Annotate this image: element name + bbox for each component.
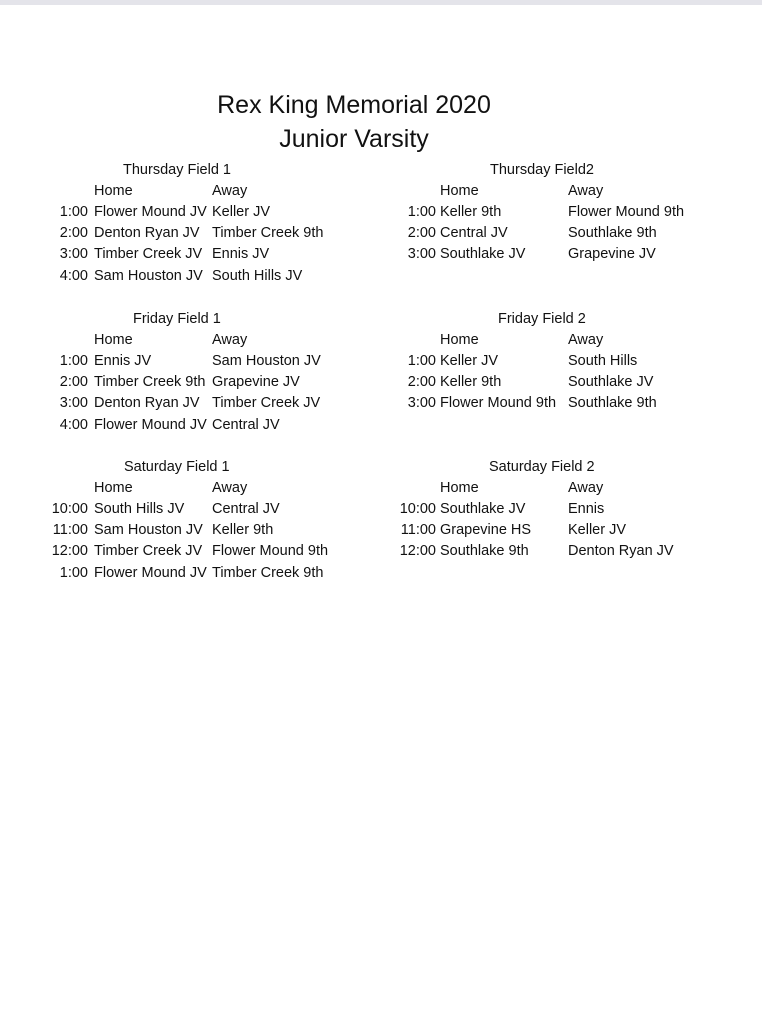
home-team: Keller 9th <box>440 204 502 220</box>
home-team: Ennis JV <box>94 353 152 369</box>
top-border-strip <box>0 0 762 5</box>
games-list <box>388 501 748 565</box>
home-team: Sam Houston JV <box>94 522 203 539</box>
home-column-header: Home <box>94 183 133 199</box>
game-row <box>40 522 400 543</box>
away-team: Grapevine JV <box>212 374 300 391</box>
game-row <box>40 501 400 522</box>
game-time: 1:00 <box>407 204 436 220</box>
game-row <box>40 353 400 374</box>
section-title: Saturday Field 2 <box>489 459 595 475</box>
game-time: 3:00 <box>59 395 88 412</box>
game-row <box>388 246 748 267</box>
games-list <box>388 204 748 268</box>
game-time: 4:00 <box>59 267 88 284</box>
game-row <box>388 501 748 522</box>
home-column-header: Home <box>440 183 479 199</box>
game-row <box>40 204 400 225</box>
game-time: 3:00 <box>59 246 88 263</box>
away-team: Timber Creek JV <box>212 395 321 412</box>
away-team: Ennis <box>568 501 605 517</box>
home-team: Sam Houston JV <box>94 267 203 284</box>
away-team: Southlake 9th <box>568 395 657 412</box>
games-list <box>40 204 400 289</box>
game-time: 2:00 <box>59 374 88 391</box>
game-row <box>388 522 748 543</box>
section-title: Friday Field 2 <box>498 311 586 327</box>
game-row <box>40 268 400 289</box>
game-row <box>388 204 748 225</box>
game-row <box>40 417 400 438</box>
away-column-header: Away <box>568 332 604 348</box>
away-team: Denton Ryan JV <box>568 543 674 560</box>
game-time: 3:00 <box>407 246 436 263</box>
home-team: Grapevine HS <box>440 522 532 539</box>
game-row <box>40 565 400 586</box>
away-team: South Hills <box>568 353 638 369</box>
home-team: Keller 9th <box>440 374 502 391</box>
game-time: 11:00 <box>400 522 436 539</box>
home-team: Timber Creek JV <box>94 543 203 560</box>
game-row <box>388 395 748 416</box>
game-row <box>388 225 748 246</box>
section-title: Friday Field 1 <box>133 311 221 327</box>
home-team: Flower Mound JV <box>94 564 207 581</box>
games-list <box>40 501 400 586</box>
away-team: Timber Creek 9th <box>212 564 324 581</box>
document-header <box>0 88 708 156</box>
home-team: South Hills JV <box>94 501 185 517</box>
game-time: 12:00 <box>399 543 436 560</box>
section-title: Thursday Field 1 <box>123 162 231 178</box>
game-time: 1:00 <box>59 204 88 220</box>
game-row <box>40 543 400 564</box>
games-list <box>40 353 400 438</box>
home-team: Central JV <box>440 225 508 242</box>
home-team: Southlake JV <box>440 501 526 517</box>
game-time: 10:00 <box>399 501 436 517</box>
away-team: South Hills JV <box>212 267 303 284</box>
games-list <box>388 353 748 417</box>
game-time: 1:00 <box>59 564 88 581</box>
game-time: 12:00 <box>51 543 88 560</box>
document-subtitle: Junior Varsity <box>279 125 429 153</box>
game-time: 3:00 <box>407 395 436 412</box>
home-column-header: Home <box>440 480 479 496</box>
away-column-header: Away <box>212 332 248 348</box>
home-column-header: Home <box>440 332 479 348</box>
game-row <box>388 543 748 564</box>
section-title: Saturday Field 1 <box>124 459 230 475</box>
home-team: Denton Ryan JV <box>94 395 200 412</box>
game-row <box>388 353 748 374</box>
away-team: Southlake JV <box>568 374 654 391</box>
away-team: Keller 9th <box>212 522 274 539</box>
game-time: 11:00 <box>52 522 88 539</box>
game-row <box>40 374 400 395</box>
away-team: Keller JV <box>212 204 271 220</box>
away-column-header: Away <box>212 480 248 496</box>
game-time: 1:00 <box>59 353 88 369</box>
game-time: 2:00 <box>59 225 88 242</box>
home-team: Timber Creek 9th <box>94 374 206 391</box>
home-team: Denton Ryan JV <box>94 225 200 242</box>
away-team: Grapevine JV <box>568 246 656 263</box>
home-column-header: Home <box>94 480 133 496</box>
away-column-header: Away <box>568 183 604 199</box>
away-team: Central JV <box>212 501 280 517</box>
game-row <box>40 395 400 416</box>
home-team: Timber Creek JV <box>94 246 203 263</box>
home-column-header: Home <box>94 332 133 348</box>
away-team: Central JV <box>212 416 280 433</box>
document-title: Rex King Memorial 2020 <box>217 91 491 119</box>
game-row <box>40 246 400 267</box>
home-team: Keller JV <box>440 353 499 369</box>
section-title: Thursday Field2 <box>490 162 594 178</box>
game-row <box>40 225 400 246</box>
game-time: 10:00 <box>51 501 88 517</box>
home-team: Flower Mound JV <box>94 204 207 220</box>
away-column-header: Away <box>568 480 604 496</box>
game-time: 1:00 <box>407 353 436 369</box>
game-time: 4:00 <box>59 416 88 433</box>
home-team: Flower Mound 9th <box>440 395 557 412</box>
home-team: Southlake JV <box>440 246 526 263</box>
away-team: Keller JV <box>568 522 627 539</box>
game-time: 2:00 <box>407 225 436 242</box>
away-team: Sam Houston JV <box>212 353 321 369</box>
home-team: Flower Mound JV <box>94 416 207 433</box>
home-team: Southlake 9th <box>440 543 529 560</box>
away-team: Southlake 9th <box>568 225 657 242</box>
away-team: Flower Mound 9th <box>568 204 685 220</box>
away-team: Ennis JV <box>212 246 270 263</box>
away-team: Flower Mound 9th <box>212 543 329 560</box>
away-column-header: Away <box>212 183 248 199</box>
game-row <box>388 374 748 395</box>
away-team: Timber Creek 9th <box>212 225 324 242</box>
game-time: 2:00 <box>407 374 436 391</box>
